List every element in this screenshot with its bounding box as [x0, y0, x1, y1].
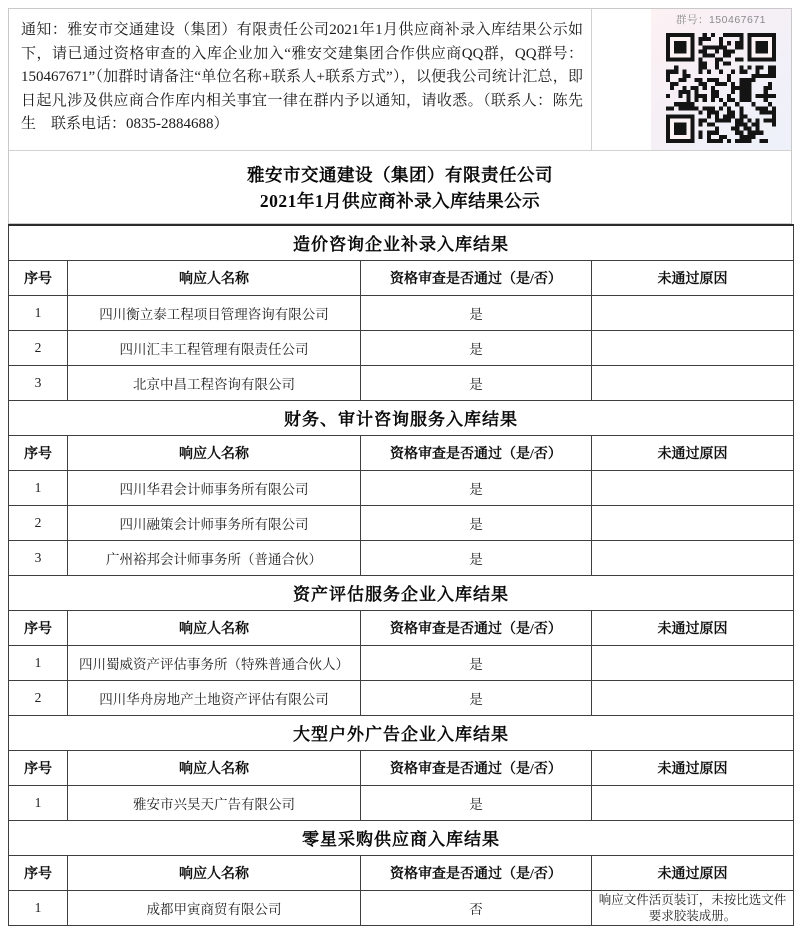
- qr-code-icon: [662, 29, 780, 147]
- cell-no: 3: [9, 365, 68, 400]
- table-row: [9, 295, 794, 330]
- cell-reason: [592, 540, 794, 575]
- cell-reason: [592, 330, 794, 365]
- cell-no: 3: [9, 540, 68, 575]
- col-header-reason: 未通过原因: [592, 855, 794, 890]
- col-header-passed: 资格审查是否通过（是/否）: [361, 855, 592, 890]
- cell-name: 四川衡立泰工程项目管理咨询有限公司: [68, 295, 361, 330]
- cell-passed: 是: [361, 365, 592, 400]
- section-title: 财务、审计咨询服务入库结果: [9, 400, 794, 435]
- cell-name: 广州裕邦会计师事务所（普通合伙）: [68, 540, 361, 575]
- cell-no: 2: [9, 505, 68, 540]
- cell-passed: 是: [361, 505, 592, 540]
- table-row: [9, 505, 794, 540]
- col-header-no: 序号: [9, 260, 68, 295]
- table-row: [9, 540, 794, 575]
- cell-passed: 否: [361, 890, 592, 925]
- table-row: [9, 330, 794, 365]
- col-header-reason: 未通过原因: [592, 610, 794, 645]
- col-header-passed: 资格审查是否通过（是/否）: [361, 750, 592, 785]
- col-header-name: 响应人名称: [68, 855, 361, 890]
- table-row: [9, 890, 794, 925]
- cell-reason: [592, 680, 794, 715]
- qq-group-qr-image: [651, 9, 791, 150]
- document-title: [9, 151, 791, 223]
- cell-name: 成都甲寅商贸有限公司: [68, 890, 361, 925]
- cell-reason: [592, 470, 794, 505]
- cell-passed: 是: [361, 470, 592, 505]
- cell-reason: [592, 295, 794, 330]
- cell-passed: 是: [361, 295, 592, 330]
- col-header-name: 响应人名称: [68, 435, 361, 470]
- cell-reason: [592, 505, 794, 540]
- section-header-row: [9, 225, 794, 260]
- section-header-row: [9, 715, 794, 750]
- table-row: [9, 785, 794, 820]
- col-header-name: 响应人名称: [68, 750, 361, 785]
- cell-name: 四川融策会计师事务所有限公司: [68, 505, 361, 540]
- cell-no: 2: [9, 330, 68, 365]
- column-header-row: [9, 610, 794, 645]
- cell-reason: [592, 365, 794, 400]
- col-header-passed: 资格审查是否通过（是/否）: [361, 435, 592, 470]
- section-header-row: [9, 820, 794, 855]
- cell-no: 1: [9, 470, 68, 505]
- col-header-no: 序号: [9, 610, 68, 645]
- col-header-reason: 未通过原因: [592, 435, 794, 470]
- section-title: 造价咨询企业补录入库结果: [9, 225, 794, 260]
- cell-name: 四川蜀威资产评估事务所（特殊普通合伙人）: [68, 645, 361, 680]
- cell-no: 1: [9, 295, 68, 330]
- col-header-no: 序号: [9, 435, 68, 470]
- notice-text: 通知：雅安市交通建设（集团）有限责任公司2021年1月供应商补录入库结果公示如下，请已通过资格审查的入库企业加入“雅安交建集团合作供应商QQ群，QQ群号：150467671”（加群时请备注“单位名称+联系人+联系方式”），以便我公司统计汇总，即日起凡涉及供应商合作库内相关事宜一律在群内予以通知，请收悉。（联系人：陈先生 联系电话：0835-2884688）: [21, 22, 583, 132]
- col-header-reason: 未通过原因: [592, 260, 794, 295]
- table-row: [9, 680, 794, 715]
- section-title: 零星采购供应商入库结果: [9, 820, 794, 855]
- supplier-results-table: [8, 224, 794, 926]
- cell-passed: 是: [361, 330, 592, 365]
- document-title-line2: 2021年1月供应商补录入库结果公示: [259, 191, 541, 211]
- cell-reason: [592, 645, 794, 680]
- column-header-row: [9, 260, 794, 295]
- col-header-passed: 资格审查是否通过（是/否）: [361, 610, 592, 645]
- cell-passed: 是: [361, 680, 592, 715]
- qq-group-number-label: 群号：150467671: [675, 14, 767, 26]
- cell-reason: 响应文件活页装订，未按比选文件要求胶装成册。: [592, 890, 794, 925]
- cell-no: 1: [9, 890, 68, 925]
- col-header-passed: 资格审查是否通过（是/否）: [361, 260, 592, 295]
- col-header-name: 响应人名称: [68, 610, 361, 645]
- cell-name: 四川汇丰工程管理有限责任公司: [68, 330, 361, 365]
- cell-reason: [592, 785, 794, 820]
- cell-passed: 是: [361, 645, 592, 680]
- cell-name: 雅安市兴昊天广告有限公司: [68, 785, 361, 820]
- section-title: 资产评估服务企业入库结果: [9, 575, 794, 610]
- cell-name: 四川华舟房地产土地资产评估有限公司: [68, 680, 361, 715]
- column-header-row: [9, 435, 794, 470]
- document-title-line1: 雅安市交通建设（集团）有限责任公司: [247, 165, 553, 185]
- col-header-reason: 未通过原因: [592, 750, 794, 785]
- notice-box: [8, 8, 792, 224]
- cell-no: 1: [9, 785, 68, 820]
- cell-no: 1: [9, 645, 68, 680]
- cell-passed: 是: [361, 785, 592, 820]
- cell-passed: 是: [361, 540, 592, 575]
- qr-cell: [591, 9, 791, 150]
- column-header-row: [9, 750, 794, 785]
- column-header-row: [9, 855, 794, 890]
- col-header-no: 序号: [9, 855, 68, 890]
- section-header-row: [9, 400, 794, 435]
- section-header-row: [9, 575, 794, 610]
- notice-row: [9, 9, 791, 151]
- col-header-name: 响应人名称: [68, 260, 361, 295]
- section-title: 大型户外广告企业入库结果: [9, 715, 794, 750]
- table-row: [9, 470, 794, 505]
- table-row: [9, 645, 794, 680]
- table-row: [9, 365, 794, 400]
- col-header-no: 序号: [9, 750, 68, 785]
- cell-name: 四川华君会计师事务所有限公司: [68, 470, 361, 505]
- cell-name: 北京中昌工程咨询有限公司: [68, 365, 361, 400]
- cell-no: 2: [9, 680, 68, 715]
